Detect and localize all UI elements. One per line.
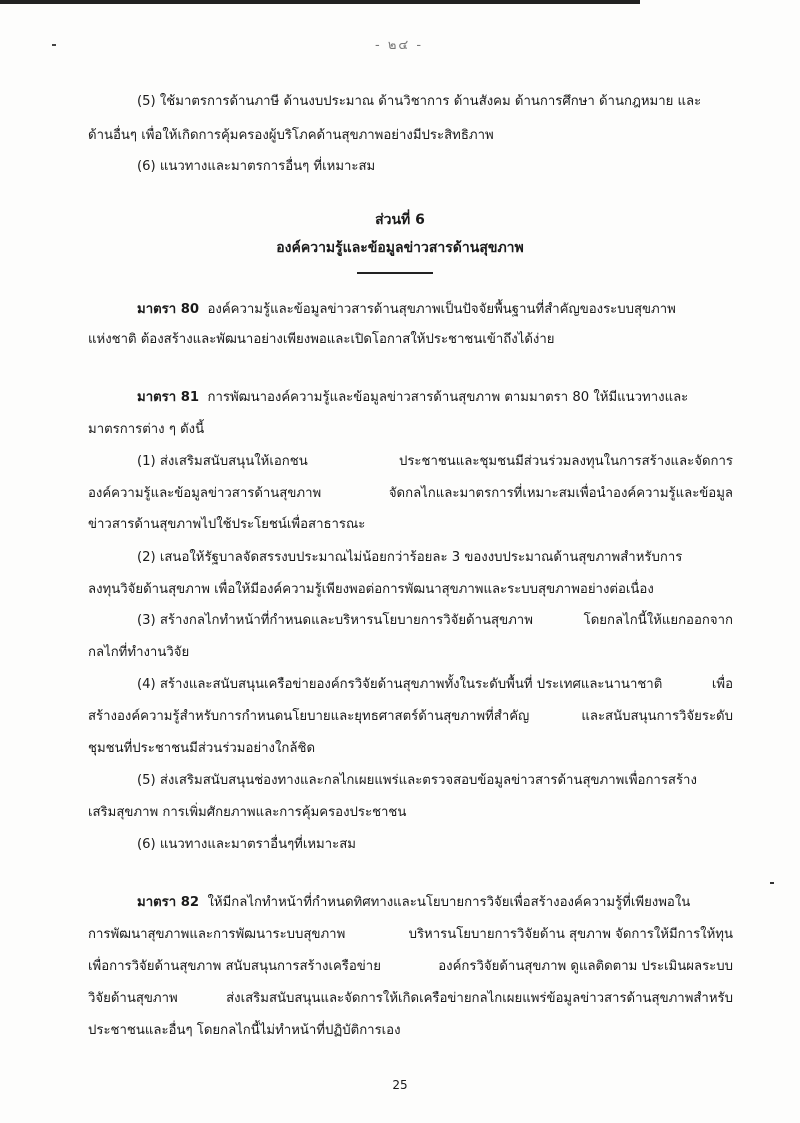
article-82-text-1: ให้มีกลไกทำหน้าที่กำหนดทิศทางและนโยบายการวิจัยเพื่อสร้างองค์ความรู้ที่เพียงพอใน xyxy=(207,895,691,910)
article-80-text-1: องค์ความรู้และข้อมูลข่าวสารด้านสุขภาพเป็นปัจจัยพื้นฐานที่สำคัญของระบบสุขภาพ xyxy=(207,302,676,317)
article-80-label: มาตรา 80 xyxy=(137,302,200,317)
article-81-item-1-line-2 xyxy=(88,484,733,504)
section-title: องค์ความรู้และข้อมูลข่าวสารด้านสุขภาพ xyxy=(276,240,524,256)
article-81-item-2-line-1: (2) เสนอให้รัฐบาลจัดสรรงบประมาณไม่น้อยกว่าร้อยละ 3 ของงบประมาณด้านสุขภาพสำหรับการ xyxy=(137,550,683,565)
item-1-part-d: จัดกลไกและมาตรการที่เหมาะสมเพื่อนำองค์ความรู้และข้อมูล xyxy=(388,486,733,501)
article-81-line-1 xyxy=(137,388,733,408)
article-81-line-2: มาตรการต่าง ๆ ดังนี้ xyxy=(88,422,205,437)
article-82-4b: ส่งเสริมสนับสนุนและจัดการให้เกิดเครือข่ายกลไกเผยแพร่ข้อมูลข่าวสารด้านสุขภาพสำหรับ xyxy=(226,991,733,1006)
item-3-part-a: (3) สร้างกลไกทำหน้าที่กำหนดและบริหารนโยบายการวิจัยด้านสุขภาพ xyxy=(137,613,533,628)
item-5-line-1: (5) ใช้มาตรการด้านภาษี ด้านงบประมาณ ด้านวิชาการ ด้านสังคม ด้านการศึกษา ด้านกฎหมาย และ xyxy=(137,94,702,109)
page-number: 25 xyxy=(392,1078,408,1092)
item-1-part-c: องค์ความรู้และข้อมูลข่าวสารด้านสุขภาพ xyxy=(88,486,322,501)
article-81-item-1-line-3: ข่าวสารด้านสุขภาพไปใช้ประโยชน์เพื่อสาธารณะ xyxy=(88,517,366,532)
article-82-4a: วิจัยด้านสุขภาพ xyxy=(88,991,178,1006)
article-81-item-5-line-2: เสริมสุขภาพ การเพิ่มศักยภาพและการคุ้มครองประชาชน xyxy=(88,805,407,820)
article-81-item-6: (6) แนวทางและมาตราอื่นๆที่เหมาะสม xyxy=(137,837,356,852)
article-81-item-3-line-1 xyxy=(137,611,733,631)
article-82-2b: บริหารนโยบายการวิจัยด้าน สุขภาพ จัดการให้มีการให้ทุน xyxy=(408,927,733,942)
article-81-item-3-line-2: กลไกที่ทำงานวิจัย xyxy=(88,645,190,660)
item-5-line-2: ด้านอื่นๆ เพื่อให้เกิดการคุ้มครองผู้บริโภคด้านสุขภาพอย่างมีประสิทธิภาพ xyxy=(88,128,494,143)
article-82-2a: การพัฒนาสุขภาพและการพัฒนาระบบสุขภาพ xyxy=(88,927,346,942)
article-80-line-2: แห่งชาติ ต้องสร้างและพัฒนาอย่างเพียงพอและเปิดโอกาสให้ประชาชนเข้าถึงได้ง่าย xyxy=(88,332,555,347)
article-82-line-4 xyxy=(88,989,733,1009)
item-1-part-b: ประชาชนและชุมชนมีส่วนร่วมลงทุนในการสร้างและจัดการ xyxy=(398,454,733,469)
scan-speck xyxy=(52,44,56,46)
article-81-item-2-line-2: ลงทุนวิจัยด้านสุขภาพ เพื่อให้มีองค์ความรู้เพียงพอต่อการพัฒนาสุขภาพและระบบสุขภาพอย่างต่อเนื่อง xyxy=(88,582,654,597)
margin-mark xyxy=(770,882,774,884)
article-81-item-4-line-1 xyxy=(137,675,733,695)
item-3-part-b: โดยกลไกนี้ให้แยกออกจาก xyxy=(583,613,733,628)
article-81-text-1: การพัฒนาองค์ความรู้และข้อมูลข่าวสารด้านสุขภาพ ตามมาตรา 80 ให้มีแนวทางและ xyxy=(207,390,689,405)
article-82-line-5: ประชาชนและอื่นๆ โดยกลไกนี้ไม่ทำหน้าที่ปฏิบัติการเอง xyxy=(88,1023,401,1038)
page-top-mark: - ๒๔ - xyxy=(375,38,424,53)
item-4-part-d: และสนับสนุนการวิจัยระดับ xyxy=(581,709,733,724)
article-82-line-3 xyxy=(88,957,733,977)
heading-underline xyxy=(357,272,433,274)
item-4-part-a: (4) สร้างและสนับสนุนเครือข่ายองค์กรวิจัยด้านสุขภาพทั้งในระดับพื้นที่ ประเทศและนานาชาติ xyxy=(137,677,663,692)
article-82-line-1 xyxy=(137,893,690,913)
article-82-line-2 xyxy=(88,925,733,945)
section-number: ส่วนที่ 6 xyxy=(375,212,425,228)
article-81-item-4-line-3: ชุมชนที่ประชาชนมีส่วนร่วมอย่างใกล้ชิด xyxy=(88,741,316,756)
article-81-item-4-line-2 xyxy=(88,707,733,727)
item-6: (6) แนวทางและมาตรการอื่นๆ ที่เหมาะสม xyxy=(137,159,376,174)
article-80-line-1 xyxy=(137,300,733,320)
item-4-part-c: สร้างองค์ความรู้สำหรับการกำหนดนโยบายและยุทธศาสตร์ด้านสุขภาพที่สำคัญ xyxy=(88,709,530,724)
article-81-label: มาตรา 81 xyxy=(137,390,200,405)
item-1-part-a: (1) ส่งเสริมสนับสนุนให้เอกชน xyxy=(137,454,308,469)
article-82-3a: เพื่อการวิจัยด้านสุขภาพ สนับสนุนการสร้างเครือข่าย xyxy=(88,959,381,974)
article-81-item-1-line-1 xyxy=(137,452,733,472)
article-81-item-5-line-1: (5) ส่งเสริมสนับสนุนช่องทางและกลไกเผยแพร่และตรวจสอบข้อมูลข่าวสารด้านสุขภาพเพื่อการสร้าง xyxy=(137,773,697,788)
item-4-part-b: เพื่อ xyxy=(711,677,733,692)
top-edge-rule xyxy=(0,0,640,4)
article-82-label: มาตรา 82 xyxy=(137,895,200,910)
article-82-3b: องค์กรวิจัยด้านสุขภาพ ดูแลติดตาม ประเมินผลระบบ xyxy=(438,959,733,974)
